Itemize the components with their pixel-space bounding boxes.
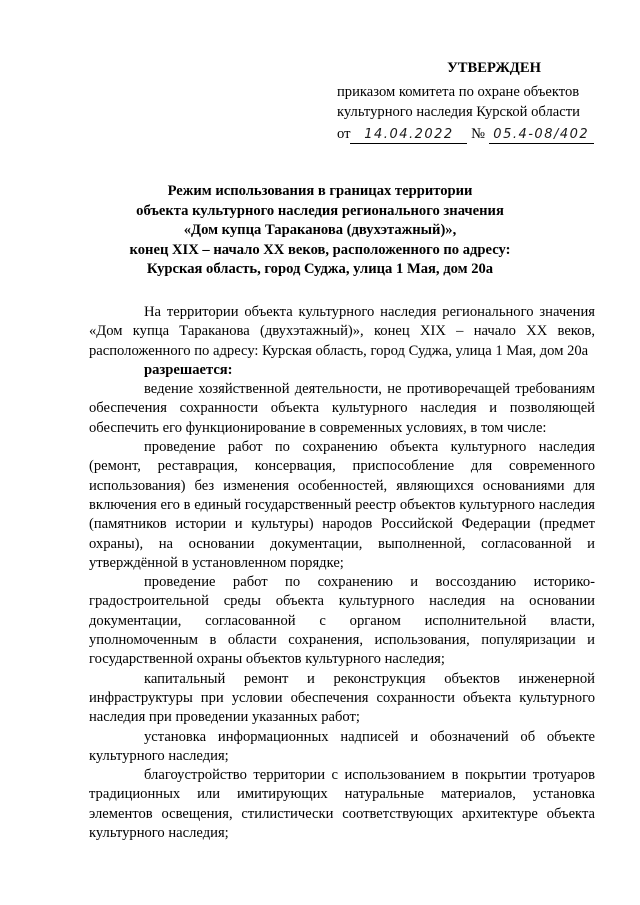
approval-heading: УТВЕРЖДЕН [447,60,541,76]
title-line-1: Режим использования в границах территории [167,183,473,199]
document-body [89,303,595,843]
paragraph-preservation-works: проведение работ по сохранению объекта культурного наследия (ремонт, реставрация, консервация, приспособление для современного использования) без изменения особенностей, являющихся основаниями для включения его в единый государственный реестр объектов культурного наследия (памятников истории и культуры) народов Российской Федерации (предмет охраны), на основании документации, выполненной, согласованной и утверждённой в установленном порядке; [89,439,595,571]
intro-paragraph: На территории объекта культурного наследия регионального значения «Дом купца Тараканова (двухэтажный)», конец XIX – начало XX веков, расположенного по адресу: Курская область, город Суджа, улица 1 Мая, дом 20а [89,304,595,359]
title-line-3: «Дом купца Тараканова (двухэтажный)», [183,222,457,238]
document-title [92,182,548,280]
paragraph-urban-environment: проведение работ по сохранению и воссозданию историко-градостроительной среды объекта культурного наследия на основании документации, согласованной с органом исполнительной власти, уполномоченным в области сохранения, использования, популяризации и государственной охраны объектов культурного наследия; [89,574,595,668]
title-line-4: конец XIX – начало XX веков, расположенного по адресу: [129,241,511,258]
paragraph-information-signs: установка информационных надписей и обозначений об объекте культурного наследия; [89,728,595,764]
title-line-2: объекта культурного наследия регионального значения [136,202,504,219]
approval-stamp [337,58,627,146]
handwritten-order-number: 05.4-08/402 [489,126,594,144]
paragraph-economic-activity: ведение хозяйственной деятельности, не противоречащей требованиям обеспечения сохранности объекта культурного наследия и позволяющей обеспечить его функционирование в современных условиях, в том числе: [89,381,595,436]
approval-line-1: приказом комитета по охране объектов [337,84,580,100]
paragraph-infrastructure-repair: капитальный ремонт и реконструкция объектов инженерной инфраструктуры при условии обеспечения сохранности объекта культурного наследия при проведении указанных работ; [89,670,595,726]
approval-date-number-row [337,124,627,146]
number-prefix: № [471,126,486,142]
title-line-5: Курская область, город Суджа, улица 1 Мая, дом 20а [146,261,494,277]
approval-line-2: культурного наследия Курской области [337,104,580,120]
date-prefix: от [337,126,351,142]
paragraph-landscaping: благоустройство территории с использованием в покрытии тротуаров традиционных или имитирующих натуральные материалов, установка элементов освещения, стилистически соответствующих архитектуре объекта культурного наследия; [89,767,595,842]
handwritten-date: 14.04.2022 [350,126,467,144]
allowed-heading: разрешается: [144,361,233,378]
